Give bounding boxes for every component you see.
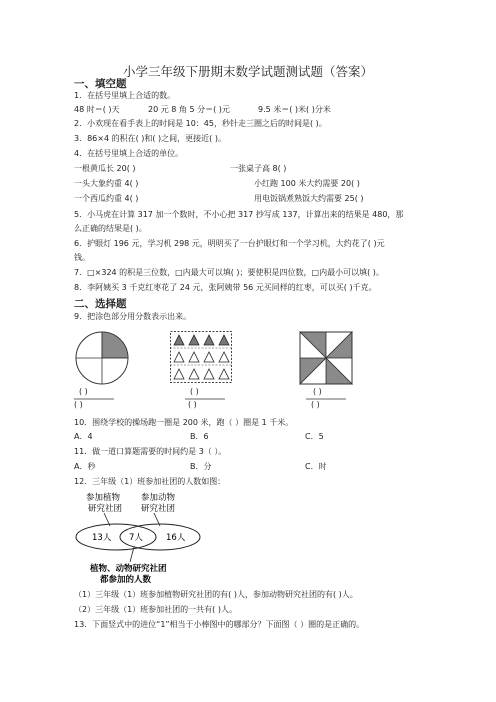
- venn-bottom-label-1: 植物、动物研究社团: [90, 564, 167, 574]
- fraction-circle-figure: [74, 330, 130, 386]
- venn-bottom-label-2: 都参加的人数: [100, 575, 152, 585]
- q10-option-b[interactable]: B．6: [190, 432, 209, 441]
- question-13: 13．下面竖式中的进位“1”相当于小棒图中的哪部分？下面图（ ）圈的是正确的。: [74, 620, 365, 629]
- question-9: 9．把涂色部分用分数表示出来。: [74, 312, 192, 321]
- question-7: 7．□×324 的积是三位数，□内最大可以填( )；要使积是四位数，□内最小可以填( )。: [74, 268, 384, 277]
- q4-row3-right: 用电饭锅煮熟饭大约需要 25( ): [254, 194, 364, 203]
- q1-item-2: 20 元 8 角 5 分＝( )元: [148, 105, 230, 114]
- fraction-1-numerator-blank[interactable]: ( ): [79, 387, 88, 396]
- question-12-sub-1: （1）三年级（1）班参加植物研究社团的有( )人，参加动物研究社团的有( )人。: [74, 590, 358, 599]
- question-5-line-2: 么正确的结果是( )。: [74, 224, 147, 233]
- question-3: 3．86×4 的积在( )和( )之间，更接近( )。: [74, 134, 226, 143]
- fraction-3-numerator-blank[interactable]: ( ): [313, 387, 322, 396]
- question-12: 12．三年级（1）班参加社团的人数如图：: [74, 477, 226, 486]
- question-1: 1．在括号里填上合适的数。: [74, 91, 176, 100]
- q11-option-a[interactable]: A．秒: [74, 462, 96, 471]
- question-6-line-1: 6．护眼灯 196 元，学习机 298 元，明明买了一台护眼灯和一个学习机，大约花了( )元: [74, 239, 385, 248]
- q11-option-b[interactable]: B．分: [190, 462, 212, 471]
- venn-diagram: [70, 489, 220, 585]
- page-title: 小学三年级下册期末数学试题测试题（答案）: [122, 64, 373, 79]
- question-2: 2．小欢现在看手表上的时间是 10：45，秒针走三圈之后的时间是( )。: [74, 119, 327, 128]
- fraction-triangles-figure: [170, 331, 232, 383]
- venn-left-title-1: 参加植物: [86, 493, 121, 503]
- question-11: 11．做一道口算题需要的时间约是 3（ ）。: [74, 447, 227, 456]
- q4-row2-right: 小红跑 100 米大约需要 20( ): [254, 179, 360, 188]
- q4-row3-left: 一个西瓜约重 4( ): [74, 194, 139, 203]
- venn-right-count: 16人: [166, 533, 186, 543]
- fraction-2-numerator-blank[interactable]: ( ): [190, 387, 199, 396]
- q1-item-3: 9.5 米＝( )米( )分米: [258, 105, 331, 114]
- venn-left-title-2: 研究社团: [88, 504, 123, 514]
- q11-option-c[interactable]: C．时: [305, 462, 327, 471]
- q10-option-c[interactable]: C．5: [305, 432, 324, 441]
- section-choice-heading: 二、选择题: [74, 298, 127, 310]
- venn-right-title-1: 参加动物: [141, 493, 176, 503]
- fraction-3-denominator-blank[interactable]: ( ): [311, 400, 320, 409]
- question-4: 4．在括号里填上合适的单位。: [74, 149, 184, 158]
- q1-item-1: 48 时＝( )天: [74, 105, 120, 114]
- section-fill-blank-heading: 一、填空题: [74, 78, 127, 90]
- venn-right-title-2: 研究社团: [141, 504, 176, 514]
- fraction-square-figure: [298, 330, 354, 386]
- shaded-quarter: [102, 332, 128, 358]
- question-8: 8．李阿姨买 3 千克红枣花了 24 元，张阿姨带 56 元买同样的红枣，可以买( )千克。: [74, 283, 377, 292]
- q4-row1-left: 一根黄瓜长 20( ): [74, 164, 136, 173]
- q4-row2-left: 一头大象约重 4( ): [74, 179, 139, 188]
- fraction-2-denominator-blank[interactable]: ( ): [188, 400, 197, 409]
- fraction-1-denominator-blank[interactable]: ( ): [74, 400, 83, 409]
- question-10: 10．围绕学校的操场跑一圈是 200 米，跑（ ）圈是 1 千米。: [74, 418, 294, 427]
- question-6-line-2: 钱。: [74, 253, 90, 262]
- q4-row1-right: 一张桌子高 8( ): [230, 164, 287, 173]
- venn-left-count: 13人: [92, 533, 112, 543]
- venn-intersection-count: 7人: [129, 533, 143, 543]
- q10-option-a[interactable]: A．4: [74, 432, 93, 441]
- question-12-sub-2: （2）三年级（1）班参加社团的一共有( )人。: [74, 605, 237, 614]
- question-5-line-1: 5．小马虎在计算 317 加一个数时，不小心把 317 抄写成 137，计算出来的结果是 480，那: [74, 210, 404, 219]
